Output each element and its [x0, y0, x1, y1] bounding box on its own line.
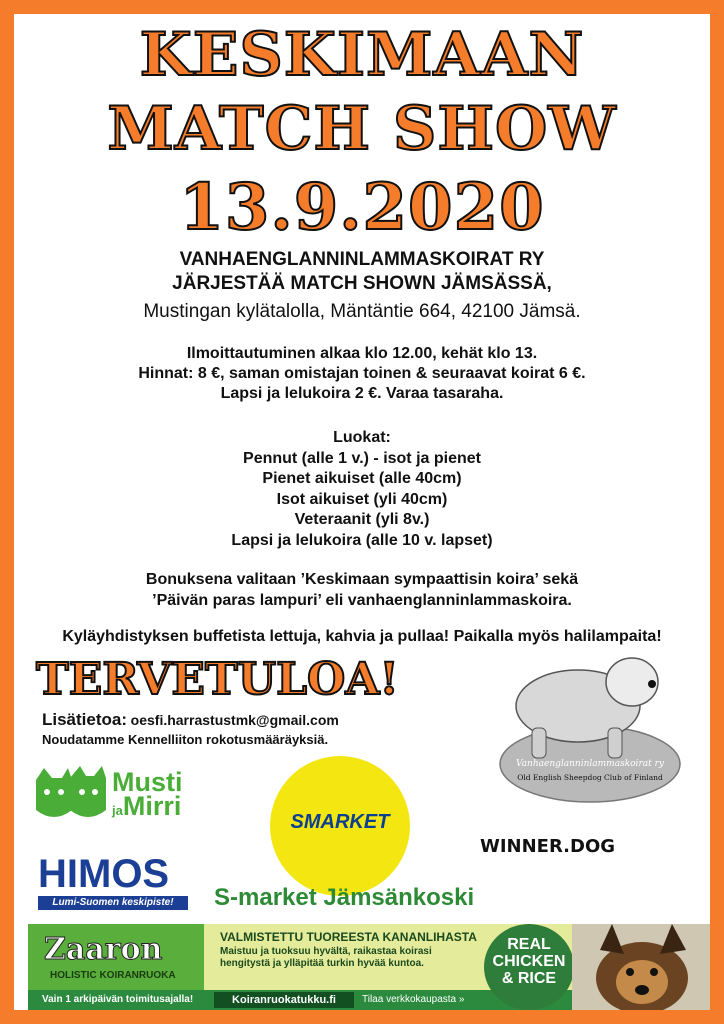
title-line-2: MATCH SHOW: [107, 94, 617, 164]
badge-line-2: CHICKEN: [492, 953, 566, 970]
organizer-line-1: VANHAENGLANNINLAMMASKOIRAT RY: [179, 249, 545, 270]
vaccination-note: Noudatamme Kennelliiton rokotusmääräyksiä.: [42, 732, 329, 747]
class-item: Pienet aikuiset (alle 40cm): [262, 470, 462, 487]
zaaron-name: Zaaron: [44, 932, 163, 967]
class-item: Veteraanit (yli 8v.): [294, 511, 430, 528]
mirri-word: Mirri: [122, 791, 182, 821]
banner-shipping: Vain 1 arkipäivän toimitusajalla!: [42, 994, 194, 1005]
classes: [14, 428, 710, 551]
title-line-1: KESKIMAAN: [139, 20, 585, 90]
banner-desc-2: hengitystä ja ylläpitää turkin hyvää kuntoa.: [220, 958, 424, 969]
musti-text: [112, 767, 183, 823]
banner-url-link[interactable]: Koiranruokatukku.fi: [214, 992, 354, 1008]
poster: [14, 14, 710, 1010]
bonus: [14, 570, 710, 611]
contact-label: Lisätietoa:: [42, 710, 128, 729]
dog-cat-icon: [32, 766, 106, 826]
buffet-note: Kyläyhdistyksen buffetista lettuja, kahvia ja pullaa! Paikalla myös halilampaita!: [62, 628, 662, 645]
ja-word: ja: [112, 803, 123, 818]
welcome-heading: TERVETULOA!: [36, 654, 399, 705]
smarket-logo: [270, 756, 410, 896]
club-subtitle: Old English Sheepdog Club of Finland: [517, 773, 663, 782]
winner-dog-logo: WINNER.DOG: [480, 836, 616, 857]
zaaron-banner[interactable]: [28, 924, 710, 1010]
contact-email-link[interactable]: oesfi.harrastustmk@gmail.com: [130, 712, 339, 728]
bonus-line-1: Bonuksena valitaan ’Keskimaan sympaattisin koira’ sekä: [145, 571, 579, 588]
club-logo: [482, 654, 694, 804]
himos-tagline: Lumi-Suomen keskipiste!: [38, 896, 188, 910]
info-line-2: Hinnat: 8 €, saman omistajan toinen & seuraavat koirat 6 €.: [138, 365, 586, 382]
real-chicken-badge: [484, 924, 574, 1010]
contact: [42, 710, 339, 749]
musti-ja-mirri-logo: [32, 766, 212, 836]
musti-word: Musti: [112, 767, 183, 797]
puppy-image: [572, 924, 710, 1010]
class-item: Pennut (alle 1 v.) - isot ja pienet: [243, 449, 481, 467]
banner-desc-1: Maistuu ja tuoksuu hyvältä, raikastaa koirasi: [220, 946, 432, 957]
banner-order-link[interactable]: Tilaa verkkokaupasta »: [362, 994, 465, 1005]
classes-heading: Luokat:: [333, 429, 391, 446]
event-info: [14, 344, 710, 404]
info-line-3: Lapsi ja lelukoira 2 €. Varaa tasaraha.: [220, 385, 504, 402]
badge-line-1: REAL: [507, 936, 551, 953]
smarket-store-name: S-market Jämsänkoski: [214, 884, 475, 911]
organizer: [14, 248, 710, 296]
banner-description: [220, 946, 432, 970]
info-line-1: Ilmoittautuminen alkaa klo 12.00, kehät klo 13.: [186, 345, 538, 362]
badge-line-3: & RICE: [501, 970, 557, 987]
smarket-text: SMARKET: [290, 811, 390, 833]
title-date: 13.9.2020: [179, 170, 545, 245]
organizer-line-2: JÄRJESTÄÄ MATCH SHOWN JÄMSÄSSÄ,: [172, 273, 552, 294]
class-item: Lapsi ja lelukoira (alle 10 v. lapset): [231, 531, 493, 549]
address: Mustingan kylätalolla, Mäntäntie 664, 42100 Jämsä.: [143, 301, 581, 322]
banner-headline: VALMISTETTU TUOREESTA KANANLIHASTA: [220, 930, 477, 944]
himos-text: HIMOS: [38, 852, 170, 896]
club-name: Vanhaenglanninlammaskoirat ry: [516, 759, 664, 769]
class-item: Isot aikuiset (yli 40cm): [276, 490, 448, 508]
bonus-line-2: ’Päivän paras lampuri’ eli vanhaenglanninlammaskoira.: [152, 591, 572, 609]
zaaron-subtitle: HOLISTIC KOIRANRUOKA: [50, 970, 176, 981]
himos-logo: [38, 852, 192, 912]
